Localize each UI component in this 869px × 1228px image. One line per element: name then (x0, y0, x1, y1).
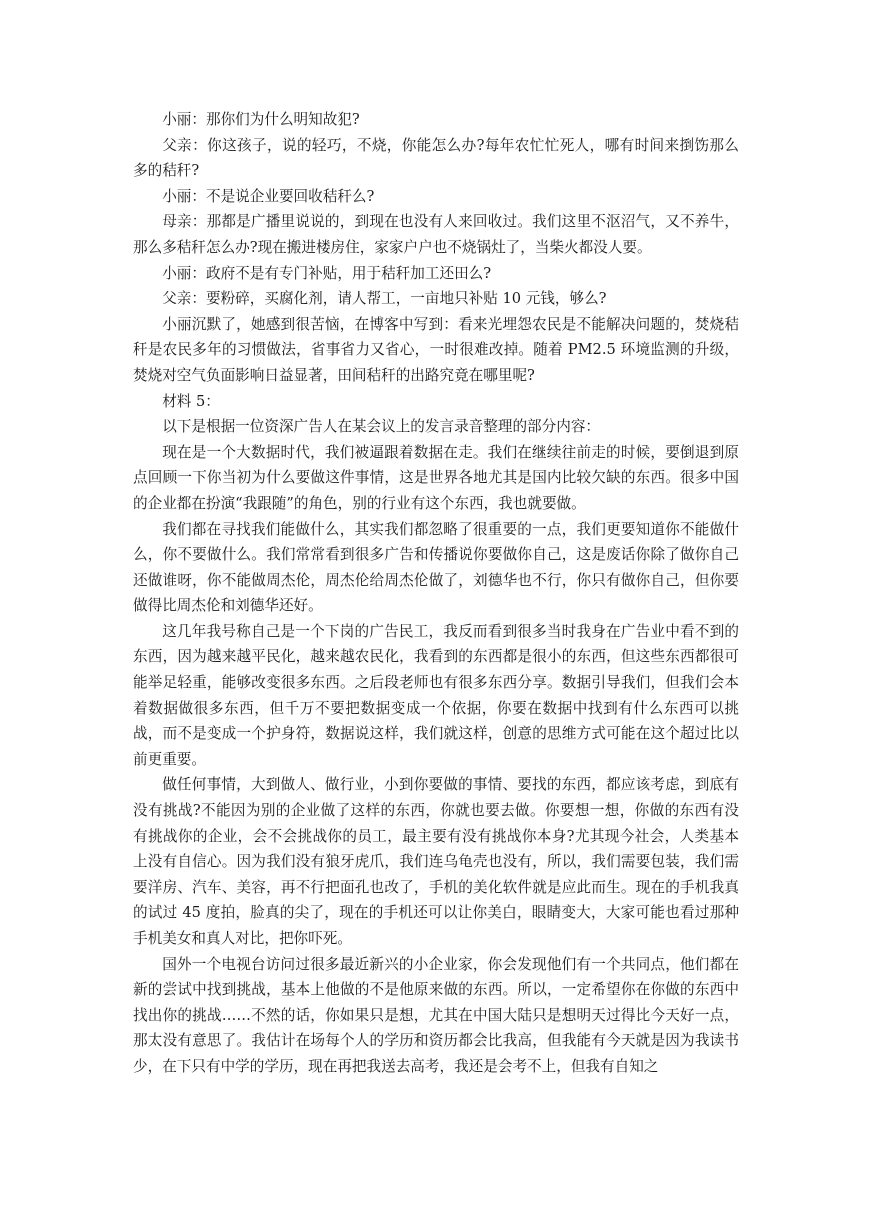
body-paragraph: 现在是一个大数据时代，我们被逼跟着数据在走。我们在继续往前走的时候，要倒退到原点回顾一下你当初为什么要做这件事情，这是世界各地尤其是国内比较欠缺的东西。很多中国的企业都在扮演“我跟随”的角色，别的行业有这个东西，我也就要做。 (133, 443, 739, 512)
dialogue-line: 母亲：那都是广播里说说的，到现在也没有人来回收过。我们这里不沤沼气，又不养牛，那么多秸秆怎么办?现在搬进楼房住，家家户户也不烧锅灶了，当柴火都没人要。 (133, 213, 739, 256)
dialogue-line: 小丽：政府不是有专门补贴，用于秸秆加工还田么? (162, 264, 492, 282)
section-heading: 材料 5： (162, 392, 220, 410)
body-paragraph: 小丽沉默了，她感到很苦恼，在博客中写到：看来光埋怨农民是不能解决问题的，焚烧秸秆是农民多年的习惯做法，省事省力又省心，一时很难改掉。随着 PM2.5 环境监测的升级，焚烧对空气负面影响日益显著，田间秸秆的出路究竟在哪里呢? (133, 315, 739, 384)
document-body (133, 107, 739, 1080)
dialogue-line: 小丽：不是说企业要回收秸秆么? (162, 187, 375, 205)
dialogue-line: 小丽：那你们为什么明知故犯? (162, 111, 360, 128)
body-paragraph: 我们都在寻找我们能做什么，其实我们都忽略了很重要的一点，我们更要知道你不能做什么，你不要做什么。我们常常看到很多广告和传播说你要做你自己，这是废话你除了做你自己还做谁呀，你不能做周杰伦，周杰伦给周杰伦做了，刘德华也不行，你只有做你自己，但你要做得比周杰伦和刘德华还好。 (133, 520, 739, 615)
body-paragraph: 做任何事情，大到做人、做行业，小到你要做的事情、要找的东西，都应该考虑，到底有没有挑战?不能因为别的企业做了这样的东西，你就也要去做。你要想一想，你做的东西有没有挑战你的企业，会不会挑战你的员工，最主要有没有挑战你本身?尤其现今社会，人类基本上没有自信心。因为我们没有狼牙虎爪，我们连乌龟壳也没有，所以，我们需要包装，我们需要洋房、汽车、美容，再不行把面孔也改了，手机的美化软件就是应此而生。现在的手机我真的试过 45 度拍，脸真的尖了，现在的手机还可以让你美白，眼睛变大，大家可能也看过那种手机美女和真人对比，把你吓死。 (133, 776, 739, 947)
body-paragraph: 国外一个电视台访问过很多最近新兴的小企业家，你会发现他们有一个共同点，他们都在新的尝试中找到挑战，基本上他做的不是他原来做的东西。所以，一定希望你在你做的东西中找出你的挑战……不然的话，你如果只是想，尤其在中国大陆只是想明天过得比今天好一点，那太没有意思了。我估计在场每个人的学历和资历都会比我高，但我能有今天就是因为我读书少，在下只有中学的学历，现在再把我送去高考，我还是会考不上，但我有自知之 (133, 955, 739, 1075)
body-paragraph: 这几年我号称自己是一个下岗的广告民工，我反而看到很多当时我身在广告业中看不到的东西，因为越来越平民化，越来越农民化，我看到的东西都是很小的东西，但这些东西都很可能举足轻重，能够改变很多东西。之后段老师也有很多东西分享。数据引导我们，但我们会本着数据做很多东西，但千万不要把数据变成一个依据，你要在数据中找到有什么东西可以挑战，而不是变成一个护身符，数据说这样，我们就这样，创意的思维方式可能在这个超过比以前更重要。 (133, 622, 739, 768)
dialogue-line: 父亲：你这孩子，说的轻巧，不烧，你能怎么办?每年农忙忙死人，哪有时间来捯饬那么多的秸秆? (133, 136, 739, 180)
body-paragraph: 以下是根据一位资深广告人在某会议上的发言录音整理的部分内容： (162, 418, 601, 436)
dialogue-line: 父亲：要粉碎，买腐化剂，请人帮工，一亩地只补贴 10 元钱，够么? (162, 290, 607, 308)
